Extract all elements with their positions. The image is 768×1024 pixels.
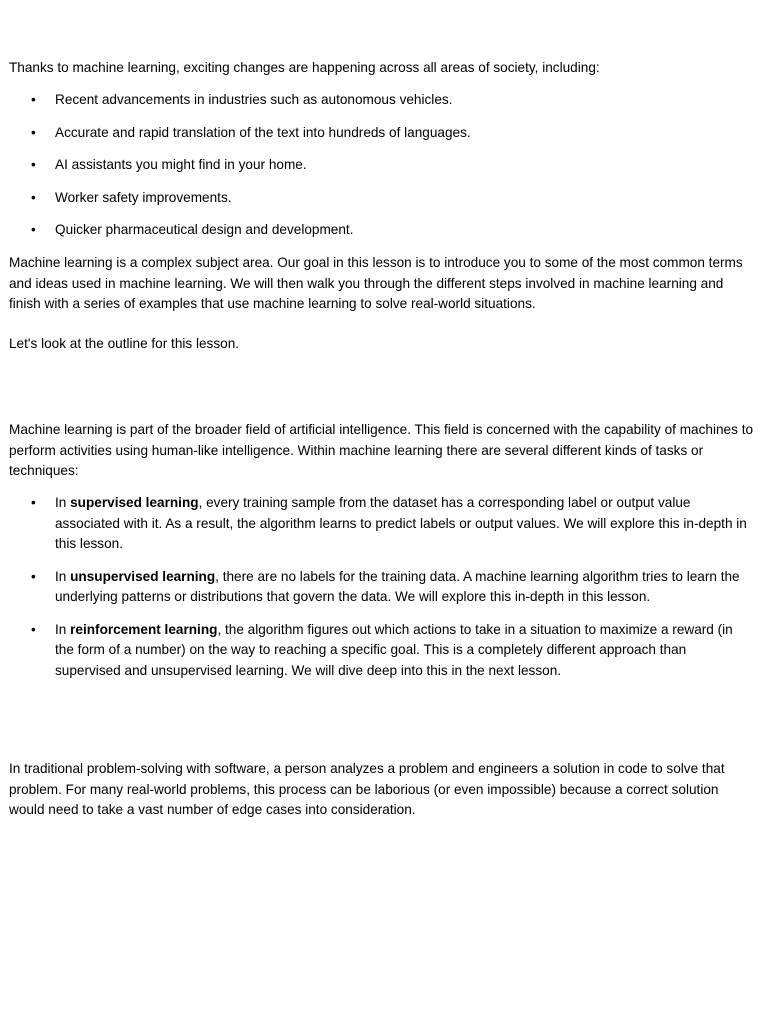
list-item-text: AI assistants you might find in your home. xyxy=(55,157,307,172)
item-prefix: In xyxy=(55,621,71,637)
list-item-supervised xyxy=(0,493,747,555)
list-item xyxy=(0,220,747,241)
applications-list xyxy=(0,90,760,241)
list-item xyxy=(0,188,747,209)
overview-paragraph: Machine learning is a complex subject area. Our goal in this lesson is to introduce you to some of the most common terms and ideas used in machine learning. We will then walk you through the different steps involved in machine learning and finish with a series of examples that use machine learning to solve real-world situations. xyxy=(9,255,743,311)
list-item-unsupervised xyxy=(0,567,747,608)
bullet-icon: • xyxy=(31,222,36,237)
techniques-list xyxy=(0,493,760,681)
item-description: , every training sample from the dataset has a corresponding label or output value associated with it. As a result, the algorithm learns to predict labels or output values. We will explore this in-depth in this lesson. xyxy=(55,495,747,551)
item-prefix: In xyxy=(55,495,71,510)
term-reinforcement-learning: reinforcement learning xyxy=(70,621,218,637)
bullet-icon: • xyxy=(31,568,36,584)
list-item-text: Recent advancements in industries such as autonomous vehicles. xyxy=(55,92,453,107)
intro-paragraph: Thanks to machine learning, exciting changes are happening across all areas of society, including: xyxy=(9,60,600,75)
bullet-icon: • xyxy=(31,189,36,205)
traditional-problem-solving-paragraph: In traditional problem-solving with software, a person analyzes a problem and engineers a solution in code to solve that problem. For many real-world problems, this process can be laborious (or even impossible) because a correct solution would need to take a vast number of edge cases into consideration. xyxy=(9,761,725,817)
bullet-icon: • xyxy=(31,92,36,107)
list-item xyxy=(0,123,747,144)
list-item-text: Quicker pharmaceutical design and development. xyxy=(55,222,354,237)
bullet-icon: • xyxy=(31,495,36,510)
list-item xyxy=(0,90,747,111)
list-item xyxy=(0,155,747,176)
list-item-text: Accurate and rapid translation of the text into hundreds of languages. xyxy=(55,124,471,140)
bullet-icon: • xyxy=(31,124,36,140)
item-prefix: In xyxy=(55,568,71,584)
list-item-reinforcement xyxy=(0,620,747,682)
term-unsupervised-learning: unsupervised learning xyxy=(70,568,216,584)
outline-paragraph: Let's look at the outline for this lesson. xyxy=(9,336,240,351)
bullet-icon: • xyxy=(31,621,36,637)
bullet-icon: • xyxy=(31,157,36,172)
ml-definition-paragraph: Machine learning is part of the broader field of artificial intelligence. This field is concerned with the capability of machines to perform activities using human-like intelligence. Within machine learning there are several different kinds of tasks or techniques: xyxy=(9,422,754,478)
term-supervised-learning: supervised learning xyxy=(70,495,199,510)
item-description: , the algorithm figures out which actions to take in a situation to maximize a reward (in the form of a number) on the way to reaching a specific goal. This is a completely different approach than supervised and unsupervised learning. We will dive deep into this in the next lesson. xyxy=(55,621,733,678)
item-description: , there are no labels for the training data. A machine learning algorithm tries to learn the underlying patterns or distributions that govern the data. We will explore this in-depth in this lesson. xyxy=(55,568,740,604)
list-item-text: Worker safety improvements. xyxy=(55,189,232,205)
